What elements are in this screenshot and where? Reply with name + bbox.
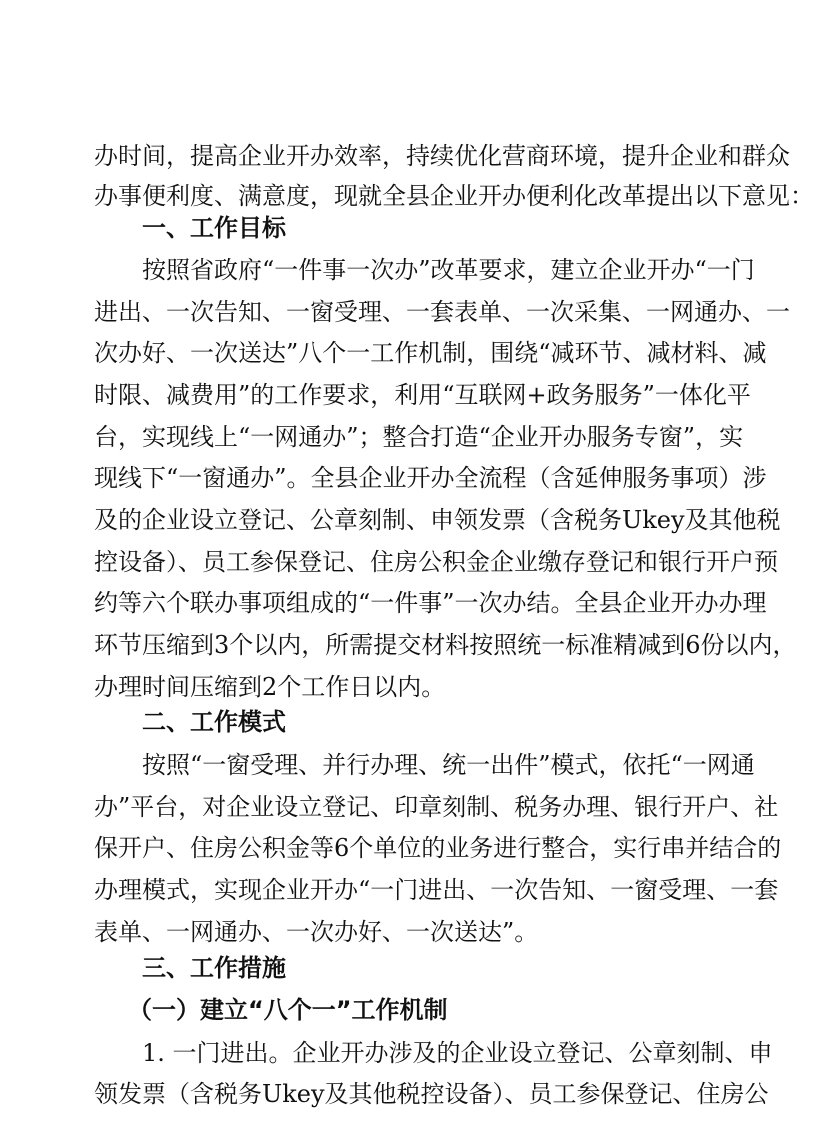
body-line: 进出、一次告知、一窗受理、一套表单、一次采集、一网通办、一 [94,298,790,326]
body-line: 按照“一窗受理、并行办理、统一出件”模式，依托“一网通 [142,751,755,779]
body-line: 现线下“一窗通办”。全县企业开办全流程（含延伸服务事项）涉 [94,464,767,492]
body-line: 约等六个联办事项组成的“一件事”一次办结。全县企业开办办理 [94,589,767,617]
section-heading-mode: 二、工作模式 [142,708,286,736]
body-line: 办”平台，对企业设立登记、印章刻制、税务办理、银行开户、社 [94,793,779,821]
body-line: 控设备）、员工参保登记、住房公积金企业缴存登记和银行开户预 [94,548,778,576]
subsection-heading: （一）建立“八个一”工作机制 [128,996,448,1024]
body-line: 表单、一网通办、一次办好、一次送达”。 [94,918,539,946]
body-line: 台，实现线上“一网通办”；整合打造“企业开办服务专窗”，实 [94,423,744,451]
body-line: 环节压缩到3个以内，所需提交材料按照统一标准精减到6份以内， [94,631,797,659]
body-line: 1. 一门进出。企业开办涉及的企业设立登记、公章刻制、申 [142,1039,773,1067]
body-line: 按照省政府“一件事一次办”改革要求，建立企业开办“一门 [142,256,755,284]
section-heading-measures: 三、工作措施 [142,954,286,982]
body-line: 及的企业设立登记、公章刻制、申领发票（含税务Ukey及其他税 [94,506,781,534]
body-line: 时限、减费用”的工作要求，利用“互联网+政务服务”一体化平 [94,381,751,409]
body-line: 办时间，提高企业开办效率，持续优化营商环境，提升企业和群众 [94,142,790,170]
body-line: 办事便利度、满意度，现就全县企业开办便利化改革提出以下意见： [94,182,814,210]
body-line: 领发票（含税务Ukey及其他税控设备）、员工参保登记、住房公 [94,1080,769,1108]
body-line: 保开户、住房公积金等6个单位的业务进行整合，实行串并结合的 [94,834,782,862]
body-line: 办理模式，实现企业开办“一门进出、一次告知、一窗受理、一套 [94,876,779,904]
section-heading-goals: 一、工作目标 [142,214,286,242]
body-line: 次办好、一次送达”八个一工作机制，围绕“减环节、减材料、减 [94,339,767,367]
body-line: 办理时间压缩到2个工作日以内。 [94,673,446,701]
